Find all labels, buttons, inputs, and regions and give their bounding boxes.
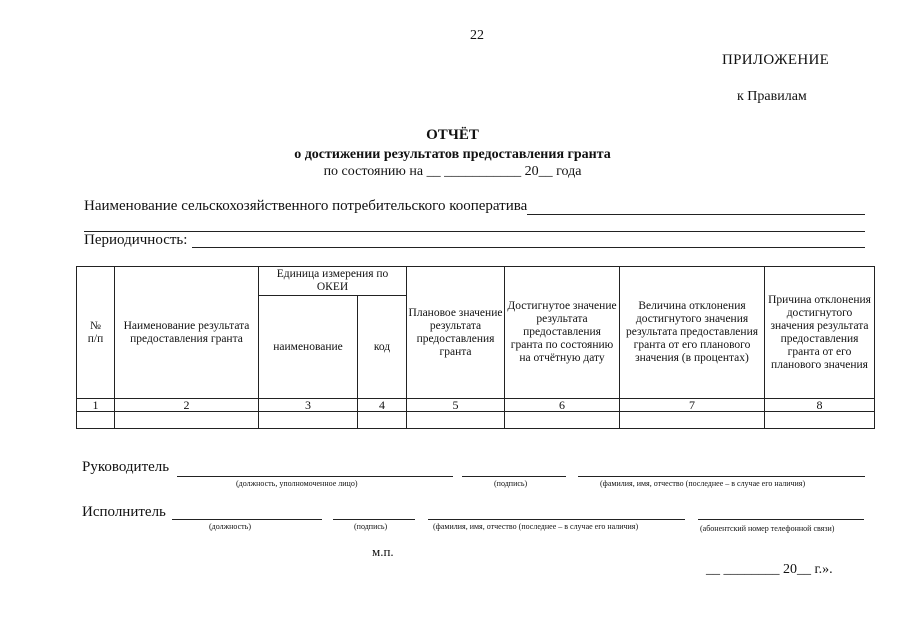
exec-signature-line[interactable] <box>333 519 415 520</box>
exec-name-line[interactable] <box>428 519 685 520</box>
col-header-planned: Плановое значение результата предоставления гранта <box>407 267 505 399</box>
col-header-num: № п/п <box>77 267 115 399</box>
periodicity-label: Периодичность: <box>84 232 188 248</box>
table-cell[interactable] <box>77 412 115 429</box>
cooperative-input-line[interactable] <box>527 214 865 215</box>
table-cell[interactable] <box>505 412 620 429</box>
exec-position-caption: (должность) <box>209 522 251 531</box>
head-name-line[interactable] <box>578 476 865 477</box>
head-position-caption: (должность, уполномоченное лицо) <box>236 479 358 488</box>
column-number: 1 <box>77 399 115 412</box>
column-number: 4 <box>358 399 407 412</box>
seal-mark: м.п. <box>372 544 394 559</box>
column-number: 6 <box>505 399 620 412</box>
col-header-unit-name: наименование <box>259 296 358 399</box>
exec-phone-caption: (абонентский номер телефонной связи) <box>700 524 835 533</box>
col-header-unit-group: Единица измерения по ОКЕИ <box>259 267 407 296</box>
head-name-caption: (фамилия, имя, отчество (последнее – в случае его наличия) <box>600 479 806 488</box>
col-header-unit-code: код <box>358 296 407 399</box>
table-cell[interactable] <box>259 412 358 429</box>
document-title: ОТЧЁТ <box>426 127 479 143</box>
table-cell[interactable] <box>765 412 875 429</box>
head-signature-caption: (подпись) <box>494 479 528 488</box>
col-header-result-name: Наименование результата предоставления гранта <box>115 267 259 399</box>
table-cell[interactable] <box>115 412 259 429</box>
table-cell[interactable] <box>358 412 407 429</box>
column-number: 8 <box>765 399 875 412</box>
executor-label: Исполнитель <box>82 504 166 520</box>
col-header-achieved: Достигнутое значение результата предоставления гранта по состоянию на отчётную дату <box>505 267 620 399</box>
exec-phone-line[interactable] <box>698 519 864 520</box>
head-signature-line[interactable] <box>462 476 566 477</box>
exec-name-caption: (фамилия, имя, отчество (последнее – в случае его наличия) <box>433 522 639 531</box>
exec-position-line[interactable] <box>172 519 322 520</box>
report-date-line: по состоянию на __ ___________ 20__ года <box>323 164 582 179</box>
page-number: 22 <box>470 28 484 43</box>
report-table <box>76 266 875 429</box>
signature-date-line: __ ________ 20__ г.». <box>706 562 833 577</box>
column-number: 7 <box>620 399 765 412</box>
cooperative-input-line-2[interactable] <box>84 231 865 232</box>
document-subtitle: о достижении результатов предоставления гранта <box>294 147 611 162</box>
periodicity-input-line[interactable] <box>192 247 865 248</box>
table-cell[interactable] <box>407 412 505 429</box>
column-number: 2 <box>115 399 259 412</box>
head-position-line[interactable] <box>177 476 453 477</box>
column-number: 5 <box>407 399 505 412</box>
exec-signature-caption: (подпись) <box>354 522 388 531</box>
col-header-reason: Причина отклонения достигнутого значения результата предоставления гранта от его планового значения <box>765 267 875 399</box>
appendix-title: ПРИЛОЖЕНИЕ <box>722 52 830 68</box>
col-header-deviation: Величина отклонения достигнутого значения результата предоставления гранта от его планового значения (в процентах) <box>620 267 765 399</box>
cooperative-label: Наименование сельскохозяйственного потребительского кооператива <box>84 198 528 214</box>
column-number: 3 <box>259 399 358 412</box>
table-cell[interactable] <box>620 412 765 429</box>
head-label: Руководитель <box>82 459 170 475</box>
appendix-subtitle: к Правилам <box>737 89 807 104</box>
